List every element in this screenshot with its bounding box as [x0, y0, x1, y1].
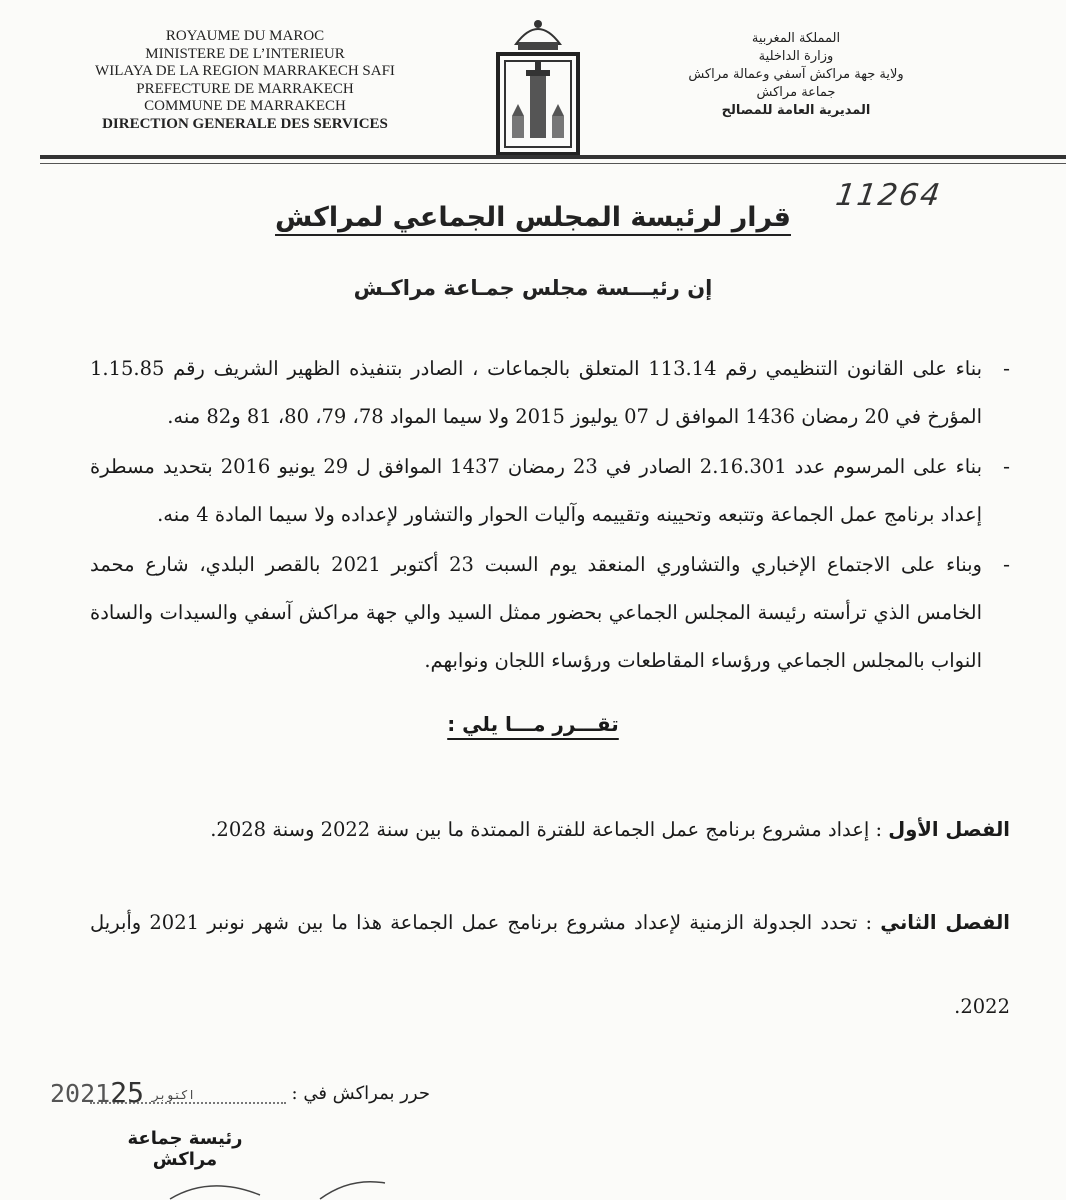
signature-scribble-icon — [150, 1165, 390, 1200]
bullet-dash-icon: - — [1002, 357, 1010, 380]
stamp-year: 2021 — [50, 1079, 111, 1108]
handwritten-reference-number: 11264 — [833, 178, 944, 213]
header-divider-thin — [40, 163, 1066, 164]
consideration-item — [90, 443, 1010, 539]
header-ar-line: جماعة مراكش — [756, 85, 836, 100]
stamp-month: اكتوبر — [151, 1088, 196, 1102]
signatory-title: رئيسة جماعة مراكش — [127, 1128, 243, 1170]
header-fr-line: WILAYA DE LA REGION MARRAKECH SAFI — [95, 63, 395, 79]
articles-list — [90, 805, 1010, 1049]
header-ar-line: وزارة الداخلية — [758, 49, 834, 64]
article-item — [90, 881, 1010, 1049]
header-fr-line: PREFECTURE DE MARRAKECH — [136, 80, 354, 97]
header-french — [60, 28, 430, 133]
consideration-text: بناء على المرسوم عدد 2.16.301 الصادر في 23 رمضان 1437 الموافق ل 29 يونيو 2016 بتحديد مسطرة إعداد برنامج عمل الجماعة وتتبعه وتحيينه وتقييمه وآليات الحوار والتشاور لإعداده ولا سيما المادة 4 منه. — [90, 455, 982, 526]
article-text: : تحدد الجدولة الزمنية لإعداد مشروع برنامج عمل الجماعة هذا ما بين شهر نونبر 2021 وأبريل 2022. — [90, 911, 1010, 1018]
document-title: قرار لرئيسة المجلس الجماعي لمراكش — [275, 202, 791, 233]
decides-heading: تقـــرر مـــا يلي : — [447, 712, 619, 736]
header-ar-direction: المديرية العامة للمصالح — [721, 103, 871, 118]
bullet-dash-icon: - — [1002, 553, 1010, 576]
considerations-list — [90, 345, 1010, 685]
consideration-text: وبناء على الاجتماع الإخباري والتشاوري المنعقد يوم السبت 23 أكتوبر 2021 بالقصر البلدي، شارع محمد الخامس الذي ترأسته رئيسة المجلس الجماعي بحضور ممثل السيد والي جهة مراكش آسفي والسيدات والسادة النواب بالمجلس الجماعي ورؤساء المقاطعات ورؤساء اللجان ونوابهم. — [90, 553, 982, 672]
header-fr-line: ROYAUME DU MAROC — [165, 28, 325, 44]
date-stamp — [50, 1076, 203, 1109]
header-fr-direction: DIRECTION GENERALE DES SERVICES — [102, 115, 388, 132]
place-label: حرر بمراكش في : — [291, 1083, 430, 1104]
header-arabic — [646, 30, 946, 120]
document-subtitle: إن رئيـــسة مجلس جمـاعة مراكـش — [353, 276, 713, 300]
consideration-text: بناء على القانون التنظيمي رقم 113.14 المتعلق بالجماعات ، الصادر بتنفيذه الظهير الشريف رقم 1.15.85 المؤرخ في 20 رمضان 1436 الموافق ل 07 يوليوز 2015 ولا سيما المواد 78، 79، 80، 81 و82 منه. — [90, 357, 983, 428]
article-label: الفصل الثاني — [880, 911, 1010, 934]
header-fr-line: COMMUNE DE MARRAKECH — [144, 98, 346, 114]
coat-of-arms-icon — [488, 14, 588, 164]
bullet-dash-icon: - — [1002, 455, 1010, 478]
header-divider — [40, 155, 1066, 159]
stamp-day: 25 — [110, 1076, 144, 1109]
header-ar-line: ولاية جهة مراكش آسفي وعمالة مراكش — [688, 67, 904, 82]
article-label: الفصل الأول — [888, 818, 1010, 841]
header-fr-line: MINISTERE DE L’INTERIEUR — [145, 45, 345, 62]
header-ar-line: المملكة المغربية — [751, 31, 841, 46]
article-text: : إعداد مشروع برنامج عمل الجماعة للفترة الممتدة ما بين سنة 2022 وسنة 2028. — [210, 818, 889, 841]
consideration-item — [90, 541, 1010, 685]
consideration-item — [90, 345, 1010, 441]
article-item — [90, 805, 1010, 855]
